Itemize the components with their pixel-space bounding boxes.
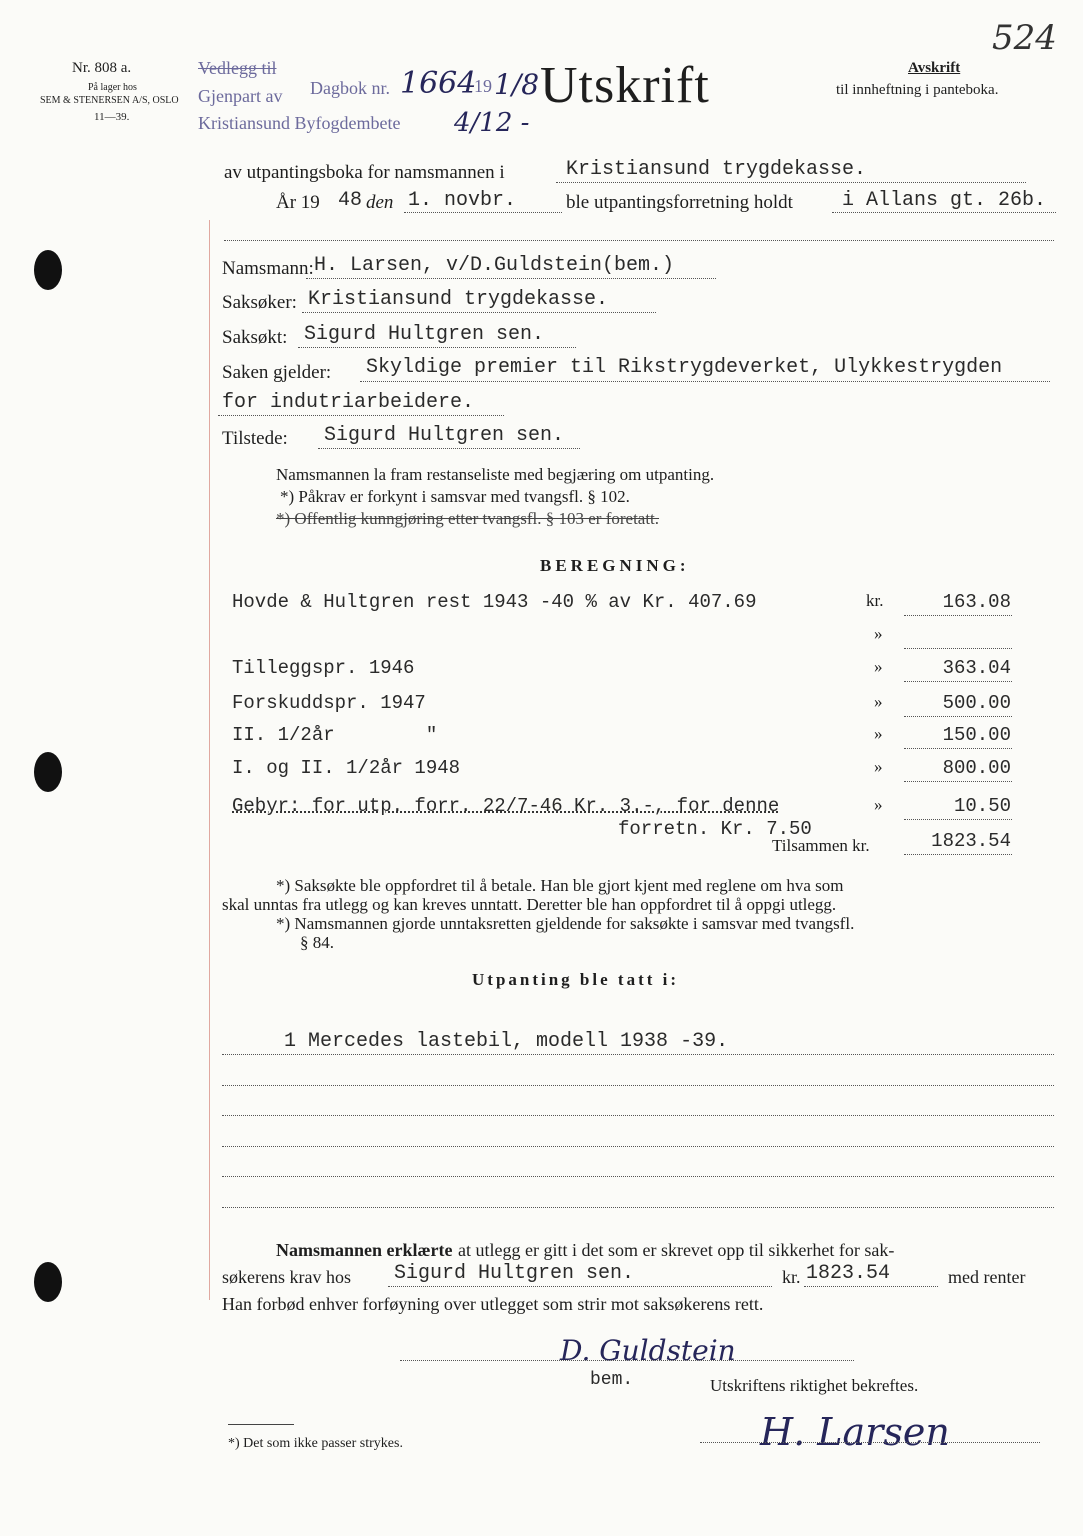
saksoker-line: [302, 312, 656, 313]
seizure-heading: Utpanting ble tatt i:: [472, 970, 680, 989]
footnote: *) Det som ikke passer strykes.: [228, 1436, 403, 1451]
stamp-line-1: Vedlegg til: [198, 58, 277, 78]
page-number: 524: [992, 18, 1057, 58]
calc-row-amount-line: [904, 716, 1012, 717]
total-label: Tilsammen kr.: [772, 836, 870, 855]
calc-row-desc: Gebyr: for utp. forr. 22/7-46 Kr. 3.-, for denne: [232, 795, 780, 817]
left-signature-title: bem.: [590, 1370, 634, 1390]
declaration-line-1b: at utlegg er gitt i det som er skrevet opp til sikkerhet for sak-: [458, 1240, 895, 1260]
declaration-kr-label: kr.: [782, 1267, 801, 1287]
tilstede-label: Tilstede:: [222, 428, 288, 449]
calc-continuation: forretn. Kr. 7.50: [618, 818, 812, 840]
left-signature: D. Guldstein: [560, 1334, 736, 1367]
calc-row-amount: 363.04: [942, 657, 1011, 679]
calc-row-mark: »: [874, 724, 883, 743]
saksoker-value: Kristiansund trygdekasse.: [308, 288, 609, 311]
notes-line-2: skal unntas fra utlegg og kan kreves unntatt. Deretter ble han oppfordret til å oppgi utlegg.: [222, 895, 837, 914]
namsmann-label: Namsmann:: [222, 258, 314, 279]
intro-location: i Allans gt. 26b.: [842, 189, 1047, 212]
intro-location-line: [832, 212, 1056, 213]
right-signature: H. Larsen: [760, 1410, 950, 1454]
declaration-debtor: Sigurd Hultgren sen.: [394, 1262, 635, 1285]
tilstede-value: Sigurd Hultgren sen.: [324, 424, 565, 447]
calc-row: [0, 657, 1083, 687]
saken-gjelder-value: Skyldige premier til Rikstrygdeverket, Ulykkestrygden: [366, 356, 1003, 379]
calc-row-amount-line: [904, 615, 1012, 616]
calc-row-mark: »: [874, 692, 883, 711]
dagbok-label: Dagbok nr.: [310, 78, 390, 98]
declaration-debtor-line: [388, 1286, 772, 1287]
calc-row-desc: Tilleggspr. 1946: [232, 657, 415, 679]
left-signature-line: [400, 1360, 854, 1361]
total-amount: 1823.54: [931, 830, 1011, 852]
saksoker-label: Saksøker:: [222, 292, 297, 313]
calc-row: [0, 795, 1083, 825]
calc-row-amount-line: [904, 748, 1012, 749]
calc-row-amount: 10.50: [953, 795, 1011, 817]
calc-row-amount-line: [904, 648, 1012, 649]
tilstede-line: [318, 448, 580, 449]
seizure-item: 1 Mercedes lastebil, modell 1938 -39.: [284, 1030, 729, 1053]
saksokt-label: Saksøkt:: [222, 327, 288, 348]
declaration-amount-line: [804, 1286, 938, 1287]
procedure-line-2: *) Påkrav er forkynt i samsvar med tvangsfl. § 102.: [280, 487, 630, 506]
publisher-line-1: På lager hos: [88, 82, 137, 93]
intro-office: Kristiansund trygdekasse.: [566, 158, 867, 181]
intro-prefix: av utpantingsboka for namsmannen i: [224, 162, 505, 183]
calc-row-amount-line: [904, 681, 1012, 682]
publisher-line-3: 11—39.: [94, 111, 130, 123]
seizure-line-1: [222, 1054, 1054, 1055]
seizure-line-5: [222, 1176, 1054, 1177]
confirm-text: Utskriftens riktighet bekreftes.: [710, 1376, 919, 1395]
procedure-line-3: *) Offentlig kunngjøring etter tvangsfl. § 103 er foretatt.: [276, 509, 660, 528]
declaration-line-1a: Namsmannen erklærte: [276, 1240, 453, 1260]
dagbok-year: 19: [474, 76, 492, 96]
calc-row: [0, 757, 1083, 787]
saksokt-value: Sigurd Hultgren sen.: [304, 323, 545, 346]
date-line: [404, 212, 562, 213]
calc-row-amount: 800.00: [942, 757, 1011, 779]
saken-gjelder-line-2: [218, 415, 504, 416]
calc-row-desc: Forskuddspr. 1947: [232, 692, 426, 714]
punch-hole-bottom: [34, 1262, 62, 1302]
calc-row-mark: kr.: [866, 591, 884, 610]
notes-line-3: *) Namsmannen gjorde unntaksretten gjeldende for saksøkte i samsvar med tvangsfl.: [276, 914, 855, 933]
calc-row-desc: Hovde & Hultgren rest 1943 -40 % av Kr. 407.69: [232, 591, 757, 613]
document-title: Utskrift: [540, 57, 710, 114]
notes-line-4: § 84.: [300, 933, 334, 952]
stamp-line-3: Kristiansund Byfogdembete: [198, 113, 401, 133]
year-prefix: År 19: [276, 192, 320, 213]
calc-row-amount: 500.00: [942, 692, 1011, 714]
seizure-line-3: [222, 1115, 1054, 1116]
notes-line-1: *) Saksøkte ble oppfordret til å betale. Han ble gjort kjent med reglene om hva som: [276, 876, 844, 895]
den-label: den: [366, 192, 394, 213]
date-value: 1. novbr.: [408, 189, 517, 212]
intro-office-line: [556, 182, 1026, 183]
avskrift-note: til innheftning i panteboka.: [836, 82, 999, 98]
declaration-amount: 1823.54: [806, 1262, 891, 1285]
year-value: 48: [338, 189, 363, 212]
calc-row-mark: »: [874, 657, 883, 676]
saksokt-line: [298, 347, 576, 348]
calc-row-desc: II. 1/2år ": [232, 724, 438, 746]
calc-row: [0, 591, 1083, 621]
dagbok-date-2: 4/12 -: [454, 108, 530, 138]
declaration-renter: med renter: [948, 1267, 1026, 1287]
saken-gjelder-continuation: for indutriarbeidere.: [222, 391, 475, 414]
punch-hole-top: [34, 250, 62, 290]
seizure-line-6: [222, 1207, 1054, 1208]
procedure-line-1: Namsmannen la fram restanseliste med begjæring om utpanting.: [276, 465, 715, 484]
intro-blank-line: [224, 240, 1054, 241]
stamp-line-2: Gjenpart av: [198, 86, 283, 106]
calc-row-amount-line: [904, 819, 1012, 820]
avskrift-label: Avskrift: [908, 60, 961, 76]
calc-row: [0, 624, 1083, 654]
right-signature-line: [700, 1442, 1040, 1443]
form-number: Nr. 808 a.: [72, 60, 132, 76]
calc-row-amount: 163.08: [942, 591, 1011, 613]
calc-row-mark: »: [874, 757, 883, 776]
footnote-rule: [228, 1424, 294, 1425]
dagbok-date: 1/8: [494, 68, 540, 101]
seizure-line-2: [222, 1085, 1054, 1086]
calc-row-amount-line: [904, 781, 1012, 782]
calc-row-amount: 150.00: [942, 724, 1011, 746]
total-line: [904, 854, 1012, 855]
declaration-line-2-prefix: søkerens krav hos: [222, 1267, 351, 1287]
saken-gjelder-line: [360, 381, 1050, 382]
calc-row-desc: I. og II. 1/2år 1948: [232, 757, 461, 779]
intro-mid-text: ble utpantingsforretning holdt: [566, 192, 793, 213]
seizure-line-4: [222, 1146, 1054, 1147]
declaration-line-3: Han forbød enhver forføyning over utlegget som strir mot saksøkerens rett.: [222, 1294, 764, 1314]
calc-row-mark: »: [874, 795, 883, 814]
publisher-line-2: SEM & STENERSEN A/S, OSLO: [40, 95, 179, 106]
calculation-heading: BEREGNING:: [540, 556, 690, 575]
calc-row-mark: »: [874, 624, 883, 643]
calc-row: [0, 692, 1083, 722]
dagbok-number: 1664: [400, 66, 477, 101]
namsmann-line: [306, 278, 716, 279]
saken-gjelder-label: Saken gjelder:: [222, 362, 332, 383]
calc-row: [0, 724, 1083, 754]
namsmann-value: H. Larsen, v/D.Guldstein(bem.): [314, 254, 675, 277]
